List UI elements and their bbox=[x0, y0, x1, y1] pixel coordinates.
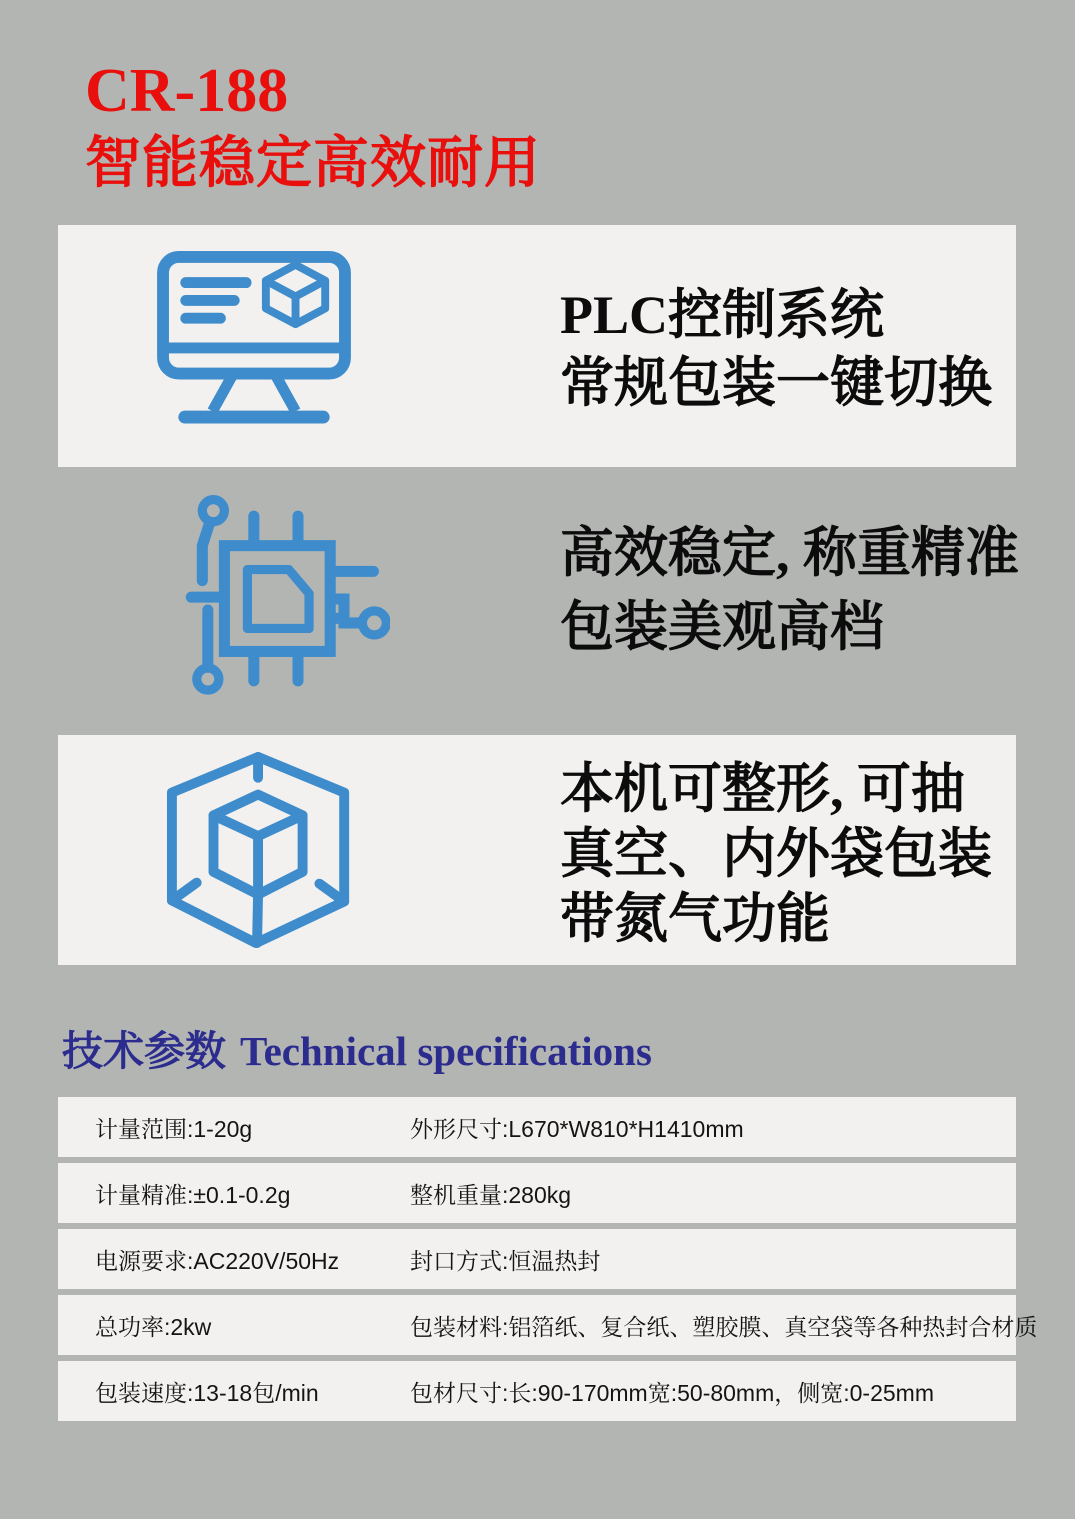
feature-section-chip bbox=[58, 480, 1019, 730]
feature-line: 包装美观高档 bbox=[560, 597, 884, 657]
spec-cell: 总功率:2kw bbox=[95, 1313, 212, 1340]
feature-line: 真空、内外袋包装 bbox=[560, 824, 992, 884]
table-row bbox=[58, 1229, 1016, 1289]
table-row bbox=[58, 1163, 1016, 1223]
product-slogan: 智能稳定高效耐用 bbox=[85, 133, 541, 195]
feature-line: 高效稳定, 称重精准 bbox=[560, 523, 1019, 583]
specs-table bbox=[58, 1097, 1038, 1427]
spec-cell: 电源要求:AC220V/50Hz bbox=[95, 1247, 340, 1274]
spec-cell: 封口方式:恒温热封 bbox=[410, 1247, 601, 1274]
feature-line: 本机可整形, 可抽 bbox=[560, 759, 965, 819]
feature-text-plc bbox=[560, 281, 992, 417]
feature-line: 常规包装一键切换 bbox=[560, 353, 992, 413]
spec-cell: 包装速度:13-18包/min bbox=[95, 1379, 319, 1406]
spec-cell: 计量范围:1-20g bbox=[95, 1115, 253, 1142]
table-row bbox=[58, 1361, 1016, 1421]
feature-card-plc bbox=[58, 225, 1016, 467]
feature-card-cube bbox=[58, 735, 1016, 965]
product-model-title: CR-188 bbox=[85, 57, 289, 125]
specs-heading-zh: 技术参数 bbox=[62, 1028, 226, 1074]
spec-cell: 整机重量:280kg bbox=[410, 1181, 572, 1208]
feature-text-chip bbox=[560, 516, 1019, 664]
spec-cell: 包装材料:铝箔纸、复合纸、塑胶膜、真空袋等各种热封合材质 bbox=[410, 1313, 1038, 1340]
spec-cell: 外形尺寸:L670*W810*H1410mm bbox=[410, 1115, 744, 1142]
table-row bbox=[58, 1295, 1038, 1355]
table-row bbox=[58, 1097, 1016, 1157]
spec-cell: 计量精准:±0.1-0.2g bbox=[95, 1181, 291, 1208]
spec-cell: 包材尺寸:长:90-170mm宽:50-80mm，侧宽:0-25mm bbox=[410, 1379, 934, 1406]
feature-line: PLC控制系统 bbox=[560, 285, 884, 345]
monitor-cube-icon bbox=[155, 249, 353, 427]
specs-heading bbox=[62, 1026, 652, 1076]
circuit-chip-icon bbox=[160, 488, 390, 710]
page-header bbox=[85, 58, 541, 196]
wireframe-cube-icon bbox=[163, 751, 363, 949]
feature-text-cube bbox=[560, 757, 992, 952]
feature-line: 带氮气功能 bbox=[560, 889, 830, 949]
specs-heading-en: Technical specifications bbox=[240, 1028, 652, 1074]
